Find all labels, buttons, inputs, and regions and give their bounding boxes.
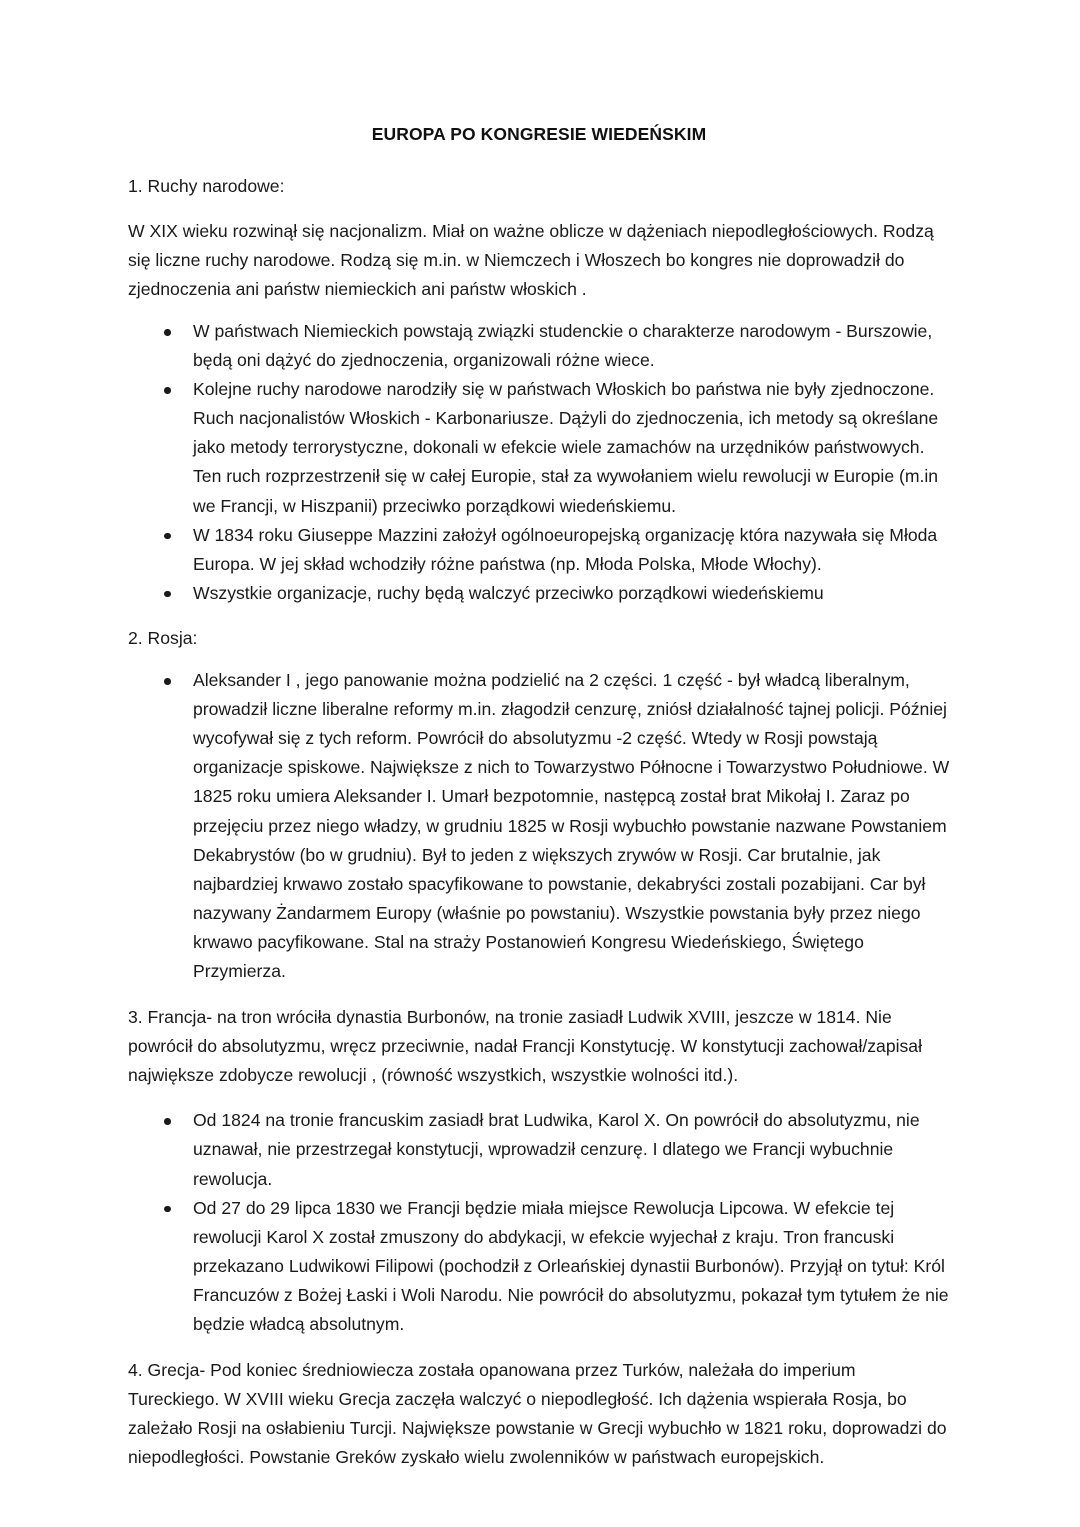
document-body	[128, 123, 950, 1472]
section-heading-2: 2. Rosja:	[128, 627, 198, 648]
list-item: Aleksander I , jego panowanie można podzielić na 2 części. 1 część - był władcą liberalnym, prowadził liczne liberalne reformy m.in. złagodził cenzurę, zniósł działalność tajnej policji. Później wycofywał się z tych reform. Powrócił do absolutyzmu -2 część. Wtedy w Rosji powstają organizacje spiskowe. Największe z nich to Towarzystwo Północne i Towarzystwo Południowe. W 1825 roku umiera Aleksander I. Umarł bezpotomnie, następcą został brat Mikołaj I. Zaraz po przejęciu przez niego władzy, w grudniu 1825 w Rosji wybuchło powstanie nazwane Powstaniem Dekabrystów (bo w grudniu). Był to jeden z większych zrywów w Rosji. Car brutalnie, jak najbardziej krwawo zostało spacyfikowane to powstanie, dekabryści zostali pozabijani. Car był nazywany Żandarmem Europy (właśnie po powstaniu). Wszystkie powstania były przez niego krwawo pacyfikowane. Stal na straży Postanowień Kongresu Wiedeńskiego, Świętego Przymierza.	[128, 666, 950, 986]
list-item: Od 27 do 29 lipca 1830 we Francji będzie miała miejsce Rewolucja Lipcowa. W efekcie tej rewolucji Karol X został zmuszony do abdykacji, w efekcie wyjechał z kraju. Tron francuski przekazano Ludwikowi Filipowi (pochodził z Orleańskiej dynastii Burbonów). Przyjął on tytuł: Król Francuzów z Bożej Łaski i Woli Narodu. Nie powrócił do absolutyzmu, pokazał tym tytułem że nie będzie władcą absolutnym.	[128, 1194, 950, 1339]
spacer	[128, 608, 950, 624]
spacer	[128, 147, 950, 172]
bullet-list-3	[128, 1106, 950, 1339]
bullet-list-2	[128, 666, 950, 986]
list-item: Wszystkie organizacje, ruchy będą walczyć przeciwko porządkowi wiedeńskiemu	[128, 579, 950, 608]
spacer	[128, 201, 950, 217]
section-heading-1: 1. Ruchy narodowe:	[128, 175, 285, 196]
bullet-list-1	[128, 317, 950, 608]
spacer	[128, 304, 950, 317]
page-title: EUROPA PO KONGRESIE WIEDEŃSKIM	[371, 124, 707, 144]
spacer	[128, 1090, 950, 1106]
list-item: W 1834 roku Giuseppe Mazzini założył ogólnoeuropejską organizację która nazywała się Młoda Europa. W jej skład wchodziły różne państwa (np. Młoda Polska, Młode Włochy).	[128, 521, 950, 579]
section-paragraph-3: 3. Francja- na tron wróciła dynastia Burbonów, na tronie zasiadł Ludwik XVIII, jeszcze w 1814. Nie powrócił do absolutyzmu, wręcz przeciwnie, nadał Francji Konstytucję. W konstytucji zachował/zapisał największe zdobycze rewolucji , (równość wszystkich, wszystkie wolności itd.).	[128, 1007, 923, 1086]
list-item: Kolejne ruchy narodowe narodziły się w państwach Włoskich bo państwa nie były zjednoczone. Ruch nacjonalistów Włoskich - Karbonariusze. Dążyli do zjednoczenia, ich metody są określane jako metody terrorystyczne, dokonali w efekcie wiele zamachów na urzędników państwowych. Ten ruch rozprzestrzenił się w całej Europie, stał za wywołaniem wielu rewolucji w Europie (m.in we Francji, w Hiszpanii) przeciwko porządkowi wiedeńskiemu.	[128, 375, 950, 520]
list-item: Od 1824 na tronie francuskim zasiadł brat Ludwika, Karol X. On powrócił do absolutyzmu, nie uznawał, nie przestrzegał konstytucji, wprowadził cenzurę. I dlatego we Francji wybuchnie rewolucja.	[128, 1106, 950, 1193]
list-item: W państwach Niemieckich powstają związki studenckie o charakterze narodowym - Burszowie, będą oni dążyć do zjednoczenia, organizowali różne wiece.	[128, 317, 950, 375]
spacer	[128, 986, 950, 1003]
section-paragraph-4: 4. Grecja- Pod koniec średniowiecza została opanowana przez Turków, należała do imperium Tureckiego. W XVIII wieku Grecja zaczęła walczyć o niepodległość. Ich dążenia wspierała Rosja, bo zależało Rosji na osłabieniu Turcji. Największe powstanie w Grecji wybuchło w 1821 roku, doprowadzi do niepodległości. Powstanie Greków zyskało wielu zwolenników w państwach europejskich.	[128, 1360, 947, 1468]
section-paragraph-1: W XIX wieku rozwinął się nacjonalizm. Miał on ważne oblicze w dążeniach niepodległościowych. Rodzą się liczne ruchy narodowe. Rodzą się m.in. w Niemczech i Włoszech bo kongres nie doprowadził do zjednoczenia ani państw niemieckich ani państw włoskich .	[128, 220, 934, 299]
spacer	[128, 653, 950, 666]
spacer	[128, 1339, 950, 1356]
